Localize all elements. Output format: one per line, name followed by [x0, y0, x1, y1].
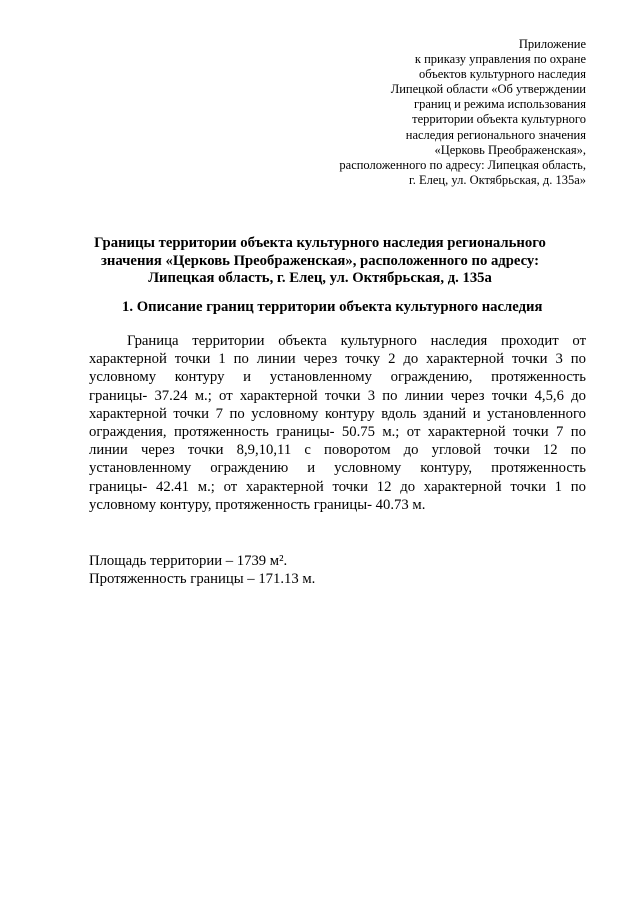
- appendix-line: Приложение: [518, 37, 586, 51]
- appendix-line: наследия регионального значения: [405, 127, 586, 142]
- appendix-line: территории объекта культурного: [412, 112, 586, 127]
- section-heading: 1. Описание границ территории объекта культурного наследия: [122, 299, 543, 315]
- paragraph-line: установленному ограждению и условному контуру, протяженность: [89, 460, 586, 477]
- appendix-line: «Церковь Преображенская»,: [434, 142, 586, 157]
- appendix-line: расположенного по адресу: Липецкая область,: [339, 157, 586, 172]
- paragraph-line: Граница территории объекта культурного наследия проходит от: [127, 333, 586, 349]
- boundary-length: Протяженность границы – 171.13 м.: [89, 571, 316, 588]
- appendix-line: Липецкой области «Об утверждении: [390, 82, 586, 97]
- paragraph-line: границы- 42.41 м.; от характерной точки 12 до характерной точки 1 по: [89, 478, 586, 495]
- paragraph-line: условному контуру и установленному ограждению, протяженность: [89, 369, 586, 386]
- appendix-line: объектов культурного наследия: [419, 67, 586, 82]
- paragraph-line: линии через точки 8,9,10,11 с поворотом до угловой точки 12 по: [89, 442, 586, 459]
- paragraph-line: ограждения, протяженность границы- 50.75 м.; от характерной точки 7 по: [89, 424, 586, 441]
- appendix-line: г. Елец, ул. Октябрьская, д. 135а»: [409, 172, 586, 187]
- summary-block: [89, 552, 315, 588]
- territory-area: Площадь территории – 1739 м².: [89, 553, 288, 569]
- paragraph-line: границы- 37.24 м.; от характерной точки 3 по линии через точки 4,5,6 до: [89, 387, 586, 404]
- appendix-line: к приказу управления по охране: [414, 52, 586, 67]
- title-line: значения «Церковь Преображенская», расположенного по адресу:: [101, 252, 539, 269]
- appendix-line: границ и режима использования: [413, 97, 586, 112]
- document-title: [70, 235, 570, 288]
- paragraph-line: характерной точки 7 по условному контуру вдоль зданий и установленного: [89, 405, 586, 422]
- appendix-header: [286, 37, 586, 188]
- title-line: Липецкая область, г. Елец, ул. Октябрьская, д. 135а: [148, 270, 492, 287]
- title-line: Границы территории объекта культурного наследия регионального: [94, 235, 546, 251]
- boundary-description: [89, 332, 586, 514]
- paragraph-line: характерной точки 1 по линии через точку 2 до характерной точки 3 по: [89, 351, 586, 368]
- paragraph-line: условному контуру, протяженность границы- 40.73 м.: [89, 496, 426, 513]
